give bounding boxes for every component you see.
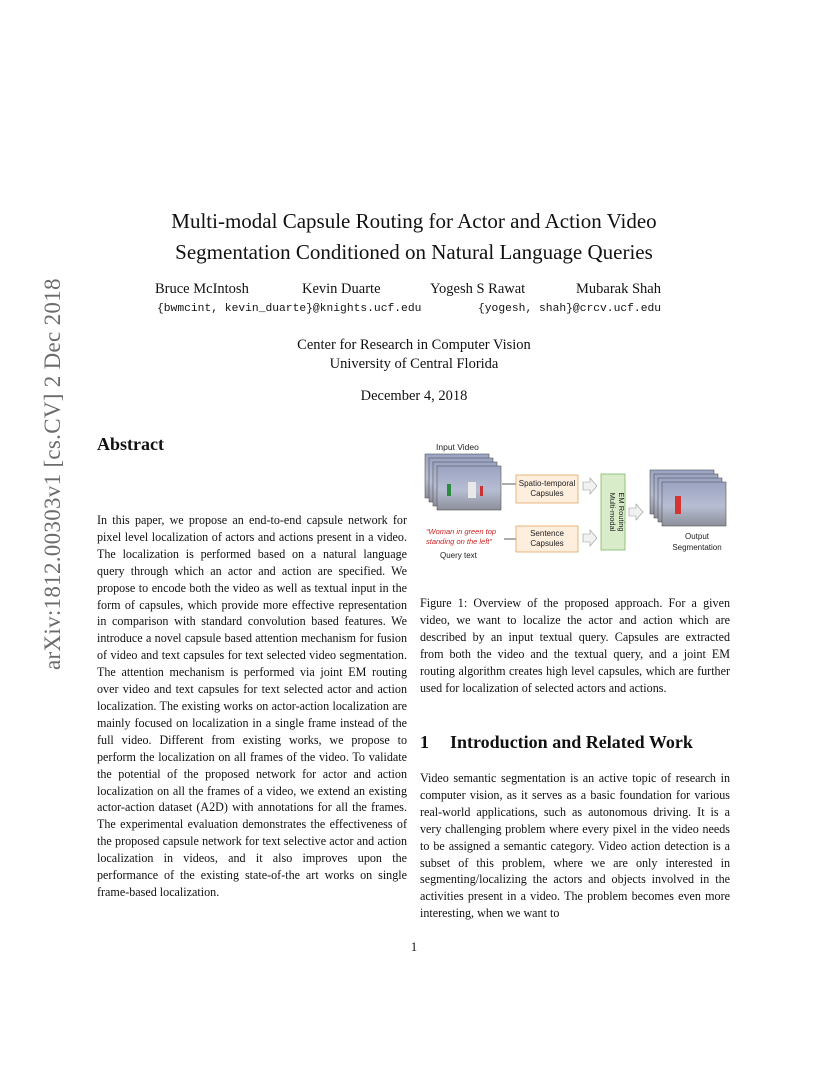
fig-query-line-1: “Woman in green top [426,527,497,536]
fig-query-label: Query text [440,551,477,560]
page-number: 1 [410,940,418,954]
title-line-1: Multi-modal Capsule Routing for Actor and Action Video [171,209,657,233]
fig-routing-line-1: Multi-modal [608,492,617,532]
paper-date: December 4, 2018 [360,388,468,404]
intro-heading [420,732,693,753]
fig-spatio-temporal-line-2: Capsules [530,489,564,498]
email-right: {yogesh, shah}@crcv.ucf.edu [478,303,662,315]
fig-input-video-label: Input Video [436,442,479,452]
affiliation-line-2: University of Central Florida [329,356,499,372]
fig-query-line-2: standing on the left” [426,537,492,546]
email-left: {bwmcint, kevin_duarte}@knights.ucf.edu [157,303,422,315]
output-video-frames [650,470,726,526]
arrow-icon [583,478,597,494]
arrow-icon [629,504,643,520]
section-title: Introduction and Related Work [450,732,693,752]
section-number: 1 [420,732,429,752]
author-2: Kevin Duarte [302,281,381,297]
fig-sentence-line-2: Capsules [530,539,564,548]
fig-spatio-temporal-line-1: Spatio-temporal [518,479,576,488]
arrow-icon [583,530,597,546]
fig-output-line-2: Segmentation [672,543,722,552]
paper-title [0,206,828,268]
fig-routing-line-2: EM Routing [617,492,626,532]
author-3: Yogesh S Rawat [430,281,526,297]
author-4: Mubarak Shah [576,281,661,297]
figure-caption: Figure 1: Overview of the proposed approach. For a given video, we want to localize the actor and action which are described by an input textual query. Capsules are extracted from both the video and the textual query, and a joint EM routing algorithm creates high level capsules, which are further used for localization of selected actors and actions. [420,596,730,695]
fig-sentence-line-1: Sentence [530,529,564,538]
intro-body: Video semantic segmentation is an active topic of research in computer vision, as it serves as a basic foundation for various real-world applications, such as autonomous driving. It is a very challenging problem where every pixel in the video needs to be assigned a semantic category. Video action detection is a subset of this problem, where we are only interested in segmenting/localizing the actors and objects involved in the activities present in a video. The problem becomes even more interesting, when we want to [420,771,730,921]
title-line-2: Segmentation Conditioned on Natural Language Queries [175,240,653,264]
abstract-body: In this paper, we propose an end-to-end capsule network for pixel level localization of actors and actions present in a video. The localization is performed based on a natural language query through which an actor and action are specified. We propose to encode both the video as well as textual input in the form of capsules, which provide more effective representation in comparison with standard convolution based features. We introduce a novel capsule based attention mechanism for fusion of video and text capsules for text selected video segmentation. The attention mechanism is performed via joint EM routing over video and text capsules for text selected actor and action localization. The existing works on actor-action localization are mainly focused on localization in a single frame instead of the full video. Different from existing works, we propose to perform the localization on all frames of the video. To validate the potential of the proposed network for actor and action localization on all the frames of a video, we extend an existing actor-action dataset (A2D) with annotations for all the frames. The experimental evaluation demonstrates the effectiveness of the proposed capsule network for text selective actor and action localization in videos, and it also improves upon the performance of the existing state-of-the art works on single frame-based localization. [97,513,407,899]
fig-output-line-1: Output [684,532,710,541]
author-1: Bruce McIntosh [155,281,249,297]
overview-figure [420,438,740,568]
abstract-heading: Abstract [97,434,164,454]
arxiv-identifier: arXiv:1812.00303v1 [cs.CV] 2 Dec 2018 [40,278,65,670]
affiliation-line-1: Center for Research in Computer Vision [297,337,531,353]
input-video-frames [425,454,501,510]
